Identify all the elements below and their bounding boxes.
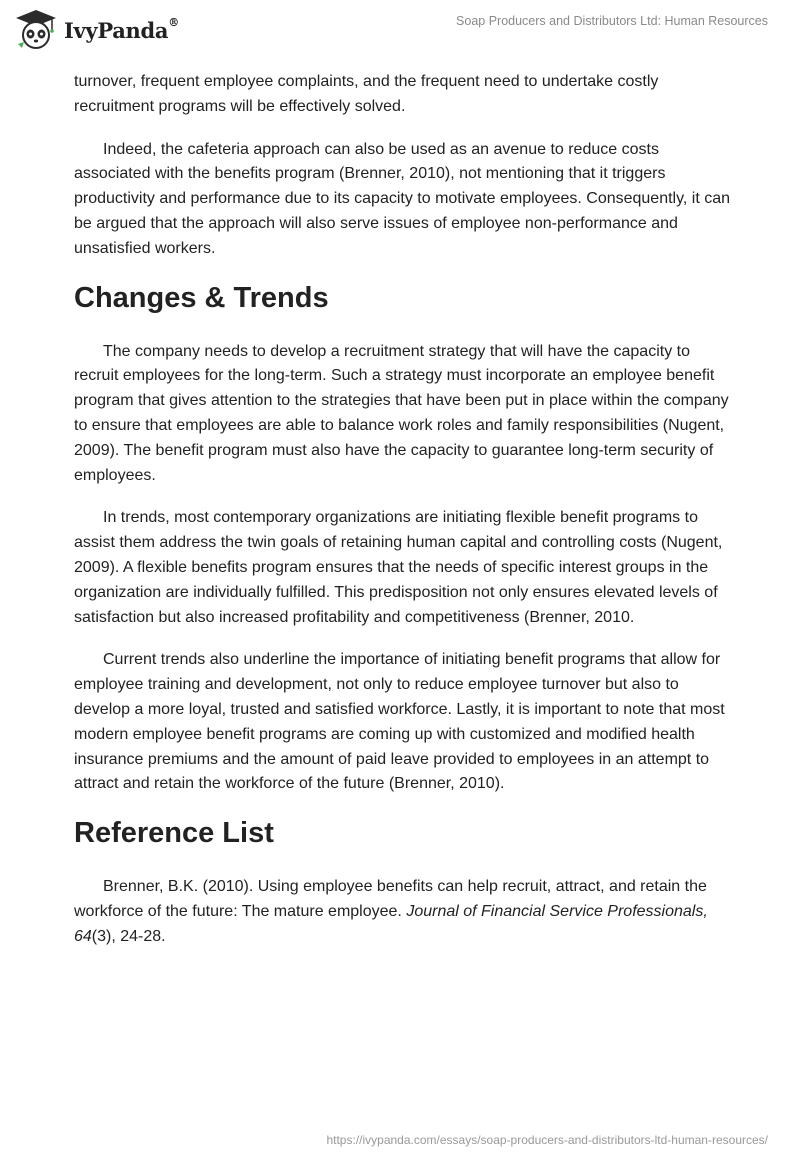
- reference-entry: [74, 875, 734, 949]
- document-title: Soap Producers and Distributors Ltd: Human Resources: [456, 14, 768, 28]
- paragraph-turnover: turnover, frequent employee complaints, and the frequent need to undertake costly recruitment programs will be effectively solved.: [74, 73, 659, 115]
- heading-reference-list: Reference List: [74, 817, 274, 850]
- paragraph-flexible-benefits: In trends, most contemporary organizations are initiating flexible benefit programs to assist them address the twin goals of retaining human capital and controlling costs (Nugent, 2009). A flexible benefits program ensures that the needs of specific interest groups in the organization are individually fulfilled. This predisposition not only ensures elevated levels of satisfaction but also increased profitability and competitiveness (Brenner, 2010.: [74, 509, 723, 626]
- reference-text: Brenner, B.K. (2010). Using employee benefits can help recruit, attract, and retain the workforce of the future: The mature employee.: [74, 878, 707, 920]
- source-url[interactable]: https://ivypanda.com/essays/soap-producers-and-distributors-ltd-human-resources/: [326, 1133, 768, 1147]
- paragraph-current-trends: Current trends also underline the importance of initiating benefit programs that allow for employee training and development, not only to reduce employee turnover but also to develop a more loyal, trusted and satisfied workforce. Lastly, it is important to note that most modern employee benefit programs are coming up with customized and modified health insurance premiums and the amount of paid leave provided to employees in an attempt to attract and retain the workforce of the future (Brenner, 2010).: [74, 651, 725, 793]
- panda-graduate-logo-icon[interactable]: [14, 8, 58, 52]
- brand-name[interactable]: IvyPanda®: [64, 16, 179, 43]
- paragraph-recruitment-strategy: The company needs to develop a recruitment strategy that will have the capacity to recruit employees for the long-term. Such a strategy must incorporate an employee benefit program that gives attention to the strategies that have been put in place within the company to ensure that employees are able to balance work roles and family responsibilities (Nugent, 2009). The benefit program must also have the capacity to guarantee long-term security of employees.: [74, 342, 729, 484]
- page-header: [0, 0, 800, 60]
- heading-changes-trends: Changes & Trends: [74, 281, 329, 314]
- essay-content: [74, 70, 734, 968]
- paragraph-cafeteria: Indeed, the cafeteria approach can also be used as an avenue to reduce costs associated with the benefits program (Brenner, 2010), not mentioning that it triggers productivity and performance due to its capacity to motivate employees. Consequently, it can be argued that the approach will also serve issues of employee non-performance and unsatisfied workers.: [74, 140, 731, 257]
- reference-journal: Journal of Financial Service Professionals, 64: [74, 902, 708, 945]
- reference-tail: (3), 24-28.: [91, 927, 166, 945]
